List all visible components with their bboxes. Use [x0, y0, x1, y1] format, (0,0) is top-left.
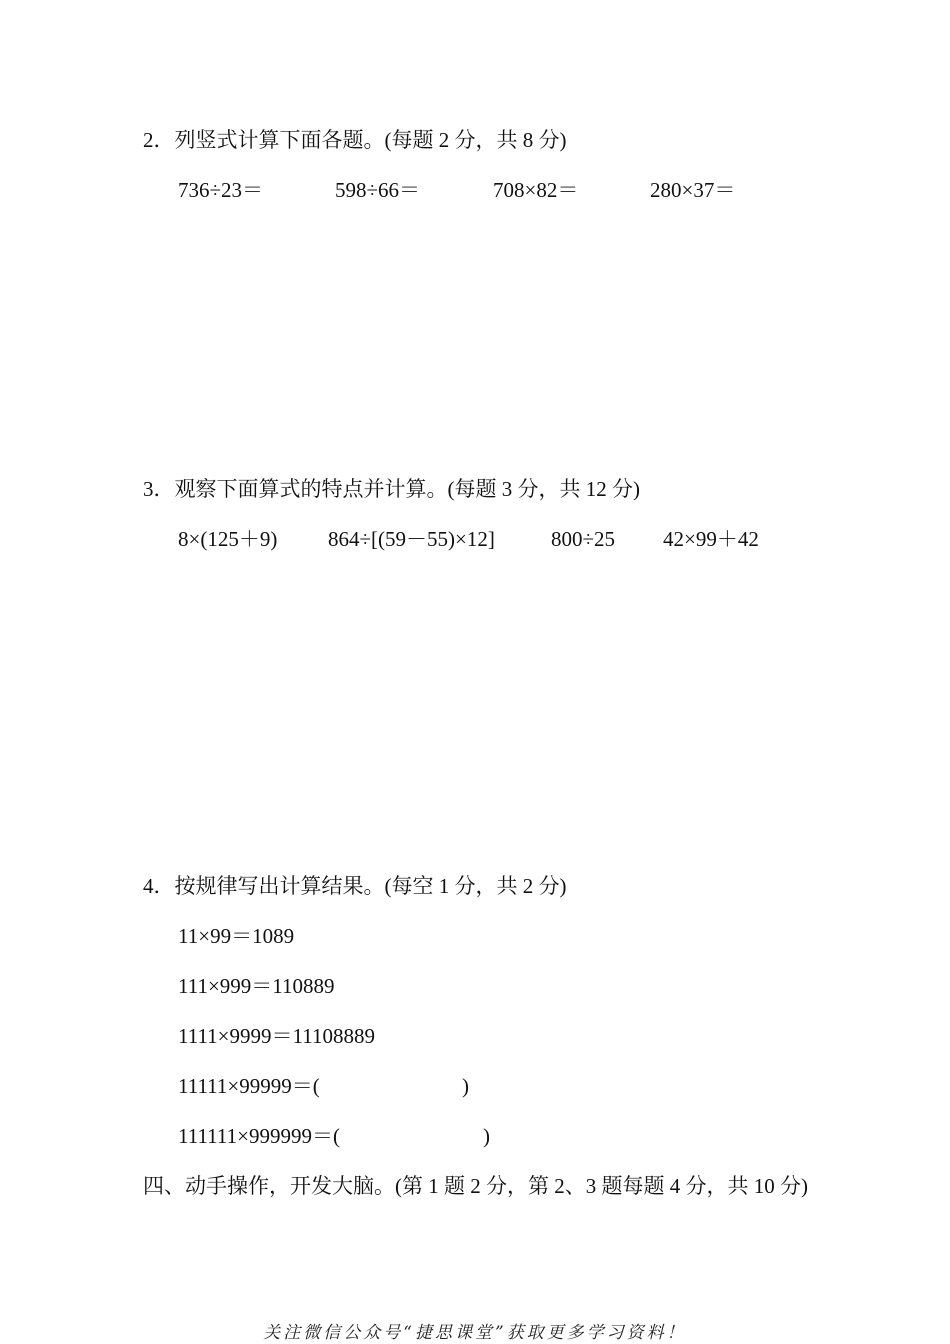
- q3-item-2: 864÷[(59－55)×12]: [328, 527, 495, 551]
- q3-item-4: 42×99＋42: [663, 527, 759, 551]
- answer-blank-line-2: 111111×999999＝(: [178, 1124, 340, 1148]
- q2-item-1: 736÷23＝: [178, 178, 264, 202]
- answer-blank-1-close: ): [462, 1074, 469, 1098]
- q3-item-1: 8×(125＋9): [178, 527, 278, 551]
- q2-item-3: 708×82＝: [493, 178, 579, 202]
- pattern-line-1: 11×99＝1089: [178, 924, 295, 948]
- section-4-title: 四、动手操作，开发大脑。(第 1 题 2 分，第 2、3 题每题 4 分，共 10 分): [143, 1174, 808, 1198]
- q3-item-3: 800÷25: [551, 527, 616, 551]
- question-4-title: 4．按规律写出计算结果。(每空 1 分，共 2 分): [143, 874, 567, 898]
- question-2-title: 2．列竖式计算下面各题。(每题 2 分，共 8 分): [143, 128, 567, 152]
- answer-blank-2-close: ): [483, 1124, 490, 1148]
- question-3-title: 3．观察下面算式的特点并计算。(每题 3 分，共 12 分): [143, 477, 640, 501]
- pattern-line-3: 1111×9999＝11108889: [178, 1024, 375, 1048]
- q2-item-2: 598÷66＝: [335, 178, 421, 202]
- q2-item-4: 280×37＝: [650, 178, 736, 202]
- footer-note: 关注微信公众号“捷思课堂”获取更多学习资料！: [263, 1323, 687, 1343]
- answer-blank-line-1: 11111×99999＝(: [178, 1074, 320, 1098]
- pattern-line-2: 111×999＝110889: [178, 974, 335, 998]
